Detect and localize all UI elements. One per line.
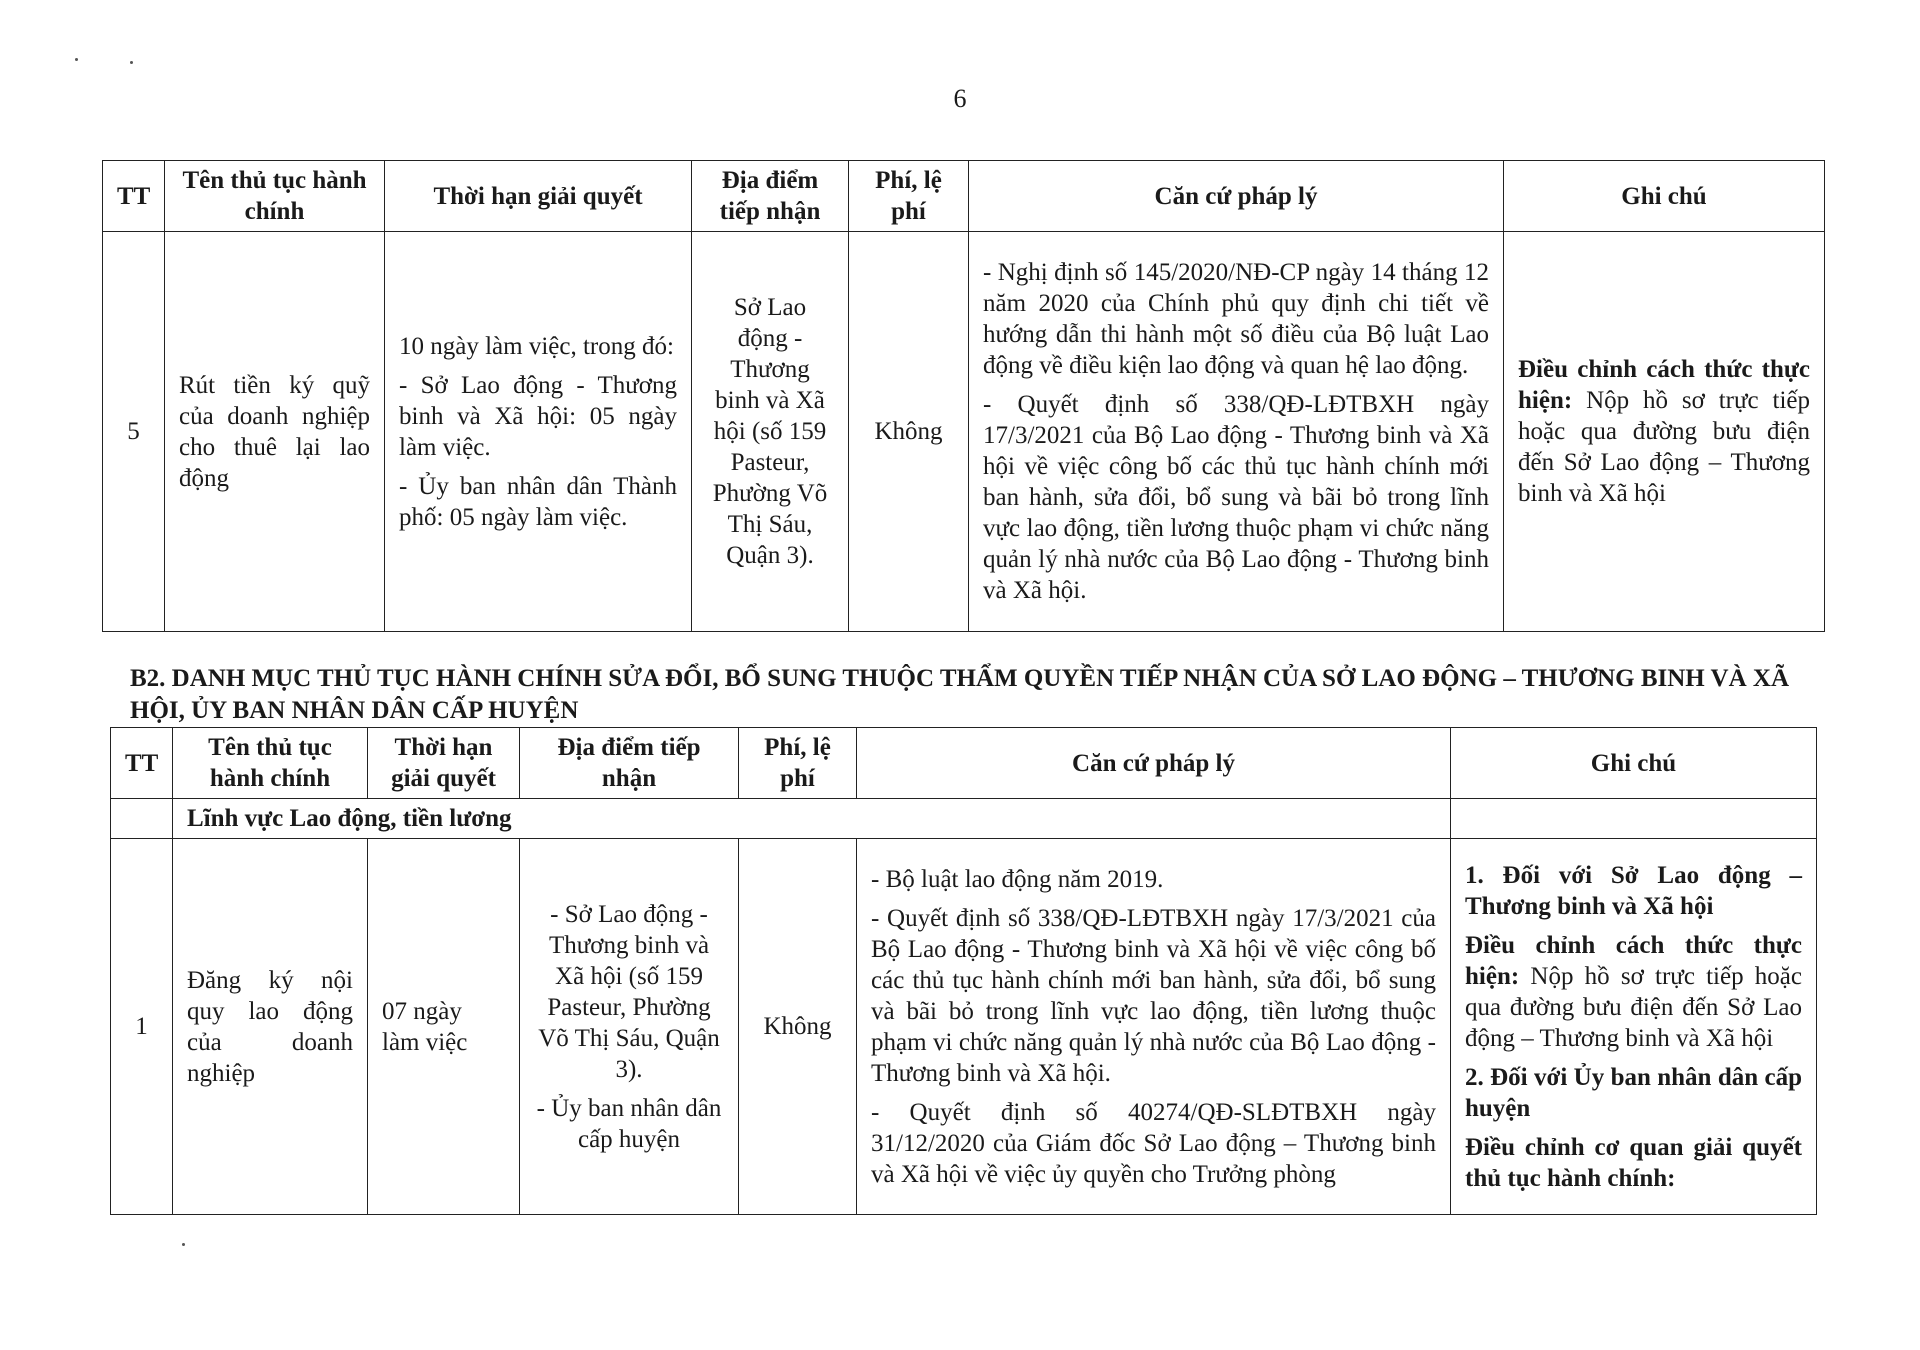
header-procedure-name: Tên thủ tục hành chính xyxy=(165,161,385,232)
row-note xyxy=(1451,839,1817,1215)
scan-speck xyxy=(130,61,133,64)
header-tt: TT xyxy=(103,161,165,232)
page-number: 6 xyxy=(953,84,967,113)
legal-item: - Quyết định số 338/QĐ-LĐTBXH ngày 17/3/2021 của Bộ Lao động - Thương binh và Xã hội về việc công bố các thủ tục hành chính mới ban hành, sửa đổi, bổ sung và bãi bỏ trong lĩnh vực lao động, tiền lương thuộc phạm vi chức năng quản lý nhà nước của Bộ Lao động - Thương binh và Xã hội. xyxy=(983,391,1489,604)
row-location: Sở Lao động - Thương binh và Xã hội (số 159 Pasteur, Phường Võ Thị Sáu, Quận 3). xyxy=(692,232,849,632)
note-text: Nộp hồ sơ trực tiếp hoặc qua đường bưu điện đến Sở Lao động – Thương binh và Xã hội xyxy=(1518,387,1810,507)
scan-speck xyxy=(182,1243,185,1246)
row-fee: Không xyxy=(849,232,969,632)
location-item: - Ủy ban nhân dân cấp huyện xyxy=(536,1094,722,1153)
row-procedure-name: Rút tiền ký quỹ của doanh nghiệp cho thuê lại lao động xyxy=(165,232,385,632)
row-tt: 5 xyxy=(103,232,165,632)
header-deadline: Thời hạn giải quyết xyxy=(368,728,520,799)
row-deadline xyxy=(385,232,692,632)
legal-item: - Quyết định số 338/QĐ-LĐTBXH ngày 17/3/2021 của Bộ Lao động - Thương binh và Xã hội về việc công bố các thủ tục hành chính mới ban hành, sửa đổi, bổ sung và bãi bỏ trong lĩnh vực lao động, tiền lương thuộc phạm vi chức năng quản lý nhà nước của Bộ Lao động - Thương binh và Xã hội. xyxy=(871,904,1436,1087)
legal-item: - Quyết định số 40274/QĐ-SLĐTBXH ngày 31/12/2020 của Giám đốc Sở Lao động – Thương binh và Xã hội về việc ủy quyền cho Trưởng phòng xyxy=(871,1098,1436,1188)
header-note: Ghi chú xyxy=(1504,161,1825,232)
deadline-line: 10 ngày làm việc, trong đó: xyxy=(399,332,674,360)
field-row xyxy=(111,799,1817,839)
deadline-line: - Sở Lao động - Thương binh và Xã hội: 05 ngày làm việc. xyxy=(399,371,677,461)
location-item: - Sở Lao động - Thương binh và Xã hội (số 159 Pasteur, Phường Võ Thị Sáu, Quận 3). xyxy=(538,900,720,1083)
procedures-table-1 xyxy=(102,160,1825,632)
row-note xyxy=(1504,232,1825,632)
header-note: Ghi chú xyxy=(1451,728,1817,799)
table-header-row xyxy=(103,161,1825,232)
header-tt: TT xyxy=(111,728,173,799)
header-location: Địa điểm tiếp nhận xyxy=(692,161,849,232)
row-deadline: 07 ngày làm việc xyxy=(368,839,520,1215)
deadline-line: - Ủy ban nhân dân Thành phố: 05 ngày làm việc. xyxy=(399,472,677,531)
header-procedure-name: Tên thủ tục hành chính xyxy=(173,728,368,799)
header-legal-basis: Căn cứ pháp lý xyxy=(857,728,1451,799)
row-location xyxy=(520,839,739,1215)
note-heading-1: 1. Đối với Sở Lao động – Thương binh và Xã hội xyxy=(1465,861,1802,920)
row-procedure-name: Đăng ký nội quy lao động của doanh nghiệp xyxy=(173,839,368,1215)
header-legal-basis: Căn cứ pháp lý xyxy=(969,161,1504,232)
table-row xyxy=(103,232,1825,632)
note-bold: Điều chỉnh cách thức thực hiện: xyxy=(1518,356,1810,414)
note-bold: Điều chỉnh cách thức thực hiện: xyxy=(1465,931,1802,990)
field-row-blank xyxy=(111,799,173,839)
table-header-row xyxy=(111,728,1817,799)
procedures-table-2 xyxy=(110,727,1817,1215)
row-legal-basis xyxy=(969,232,1504,632)
note-paragraph-1 xyxy=(1465,930,1802,1054)
header-location: Địa điểm tiếp nhận xyxy=(520,728,739,799)
note-paragraph-2: Điều chỉnh cơ quan giải quyết thủ tục hành chính: xyxy=(1465,1133,1802,1192)
field-label: Lĩnh vực Lao động, tiền lương xyxy=(173,799,1451,839)
legal-item: - Nghị định số 145/2020/NĐ-CP ngày 14 tháng 12 năm 2020 của Chính phủ quy định chi tiết về hướng dẫn thi hành một số điều của Bộ luật Lao động về điều kiện lao động và quan hệ lao động. xyxy=(983,259,1489,379)
header-deadline: Thời hạn giải quyết xyxy=(385,161,692,232)
table-row xyxy=(111,839,1817,1215)
row-legal-basis xyxy=(857,839,1451,1215)
note-heading-2: 2. Đối với Ủy ban nhân dân cấp huyện xyxy=(1465,1063,1802,1122)
legal-item: - Bộ luật lao động năm 2019. xyxy=(871,865,1164,893)
scan-speck xyxy=(75,58,78,61)
note-text: Nộp hồ sơ trực tiếp hoặc qua đường bưu điện đến Sở Lao động – Thương binh và Xã hội xyxy=(1465,962,1802,1052)
header-fee: Phí, lệ phí xyxy=(849,161,969,232)
header-fee: Phí, lệ phí xyxy=(739,728,857,799)
row-fee: Không xyxy=(739,839,857,1215)
field-row-blank xyxy=(1451,799,1817,839)
row-tt: 1 xyxy=(111,839,173,1215)
section-heading-b2: B2. DANH MỤC THỦ TỤC HÀNH CHÍNH SỬA ĐỔI, BỔ SUNG THUỘC THẨM QUYỀN TIẾP NHẬN CỦA SỞ LAO ĐỘNG – THƯƠNG BINH VÀ XÃ HỘI, ỦY BAN NHÂN DÂN CẤP HUYỆN xyxy=(130,665,1789,724)
